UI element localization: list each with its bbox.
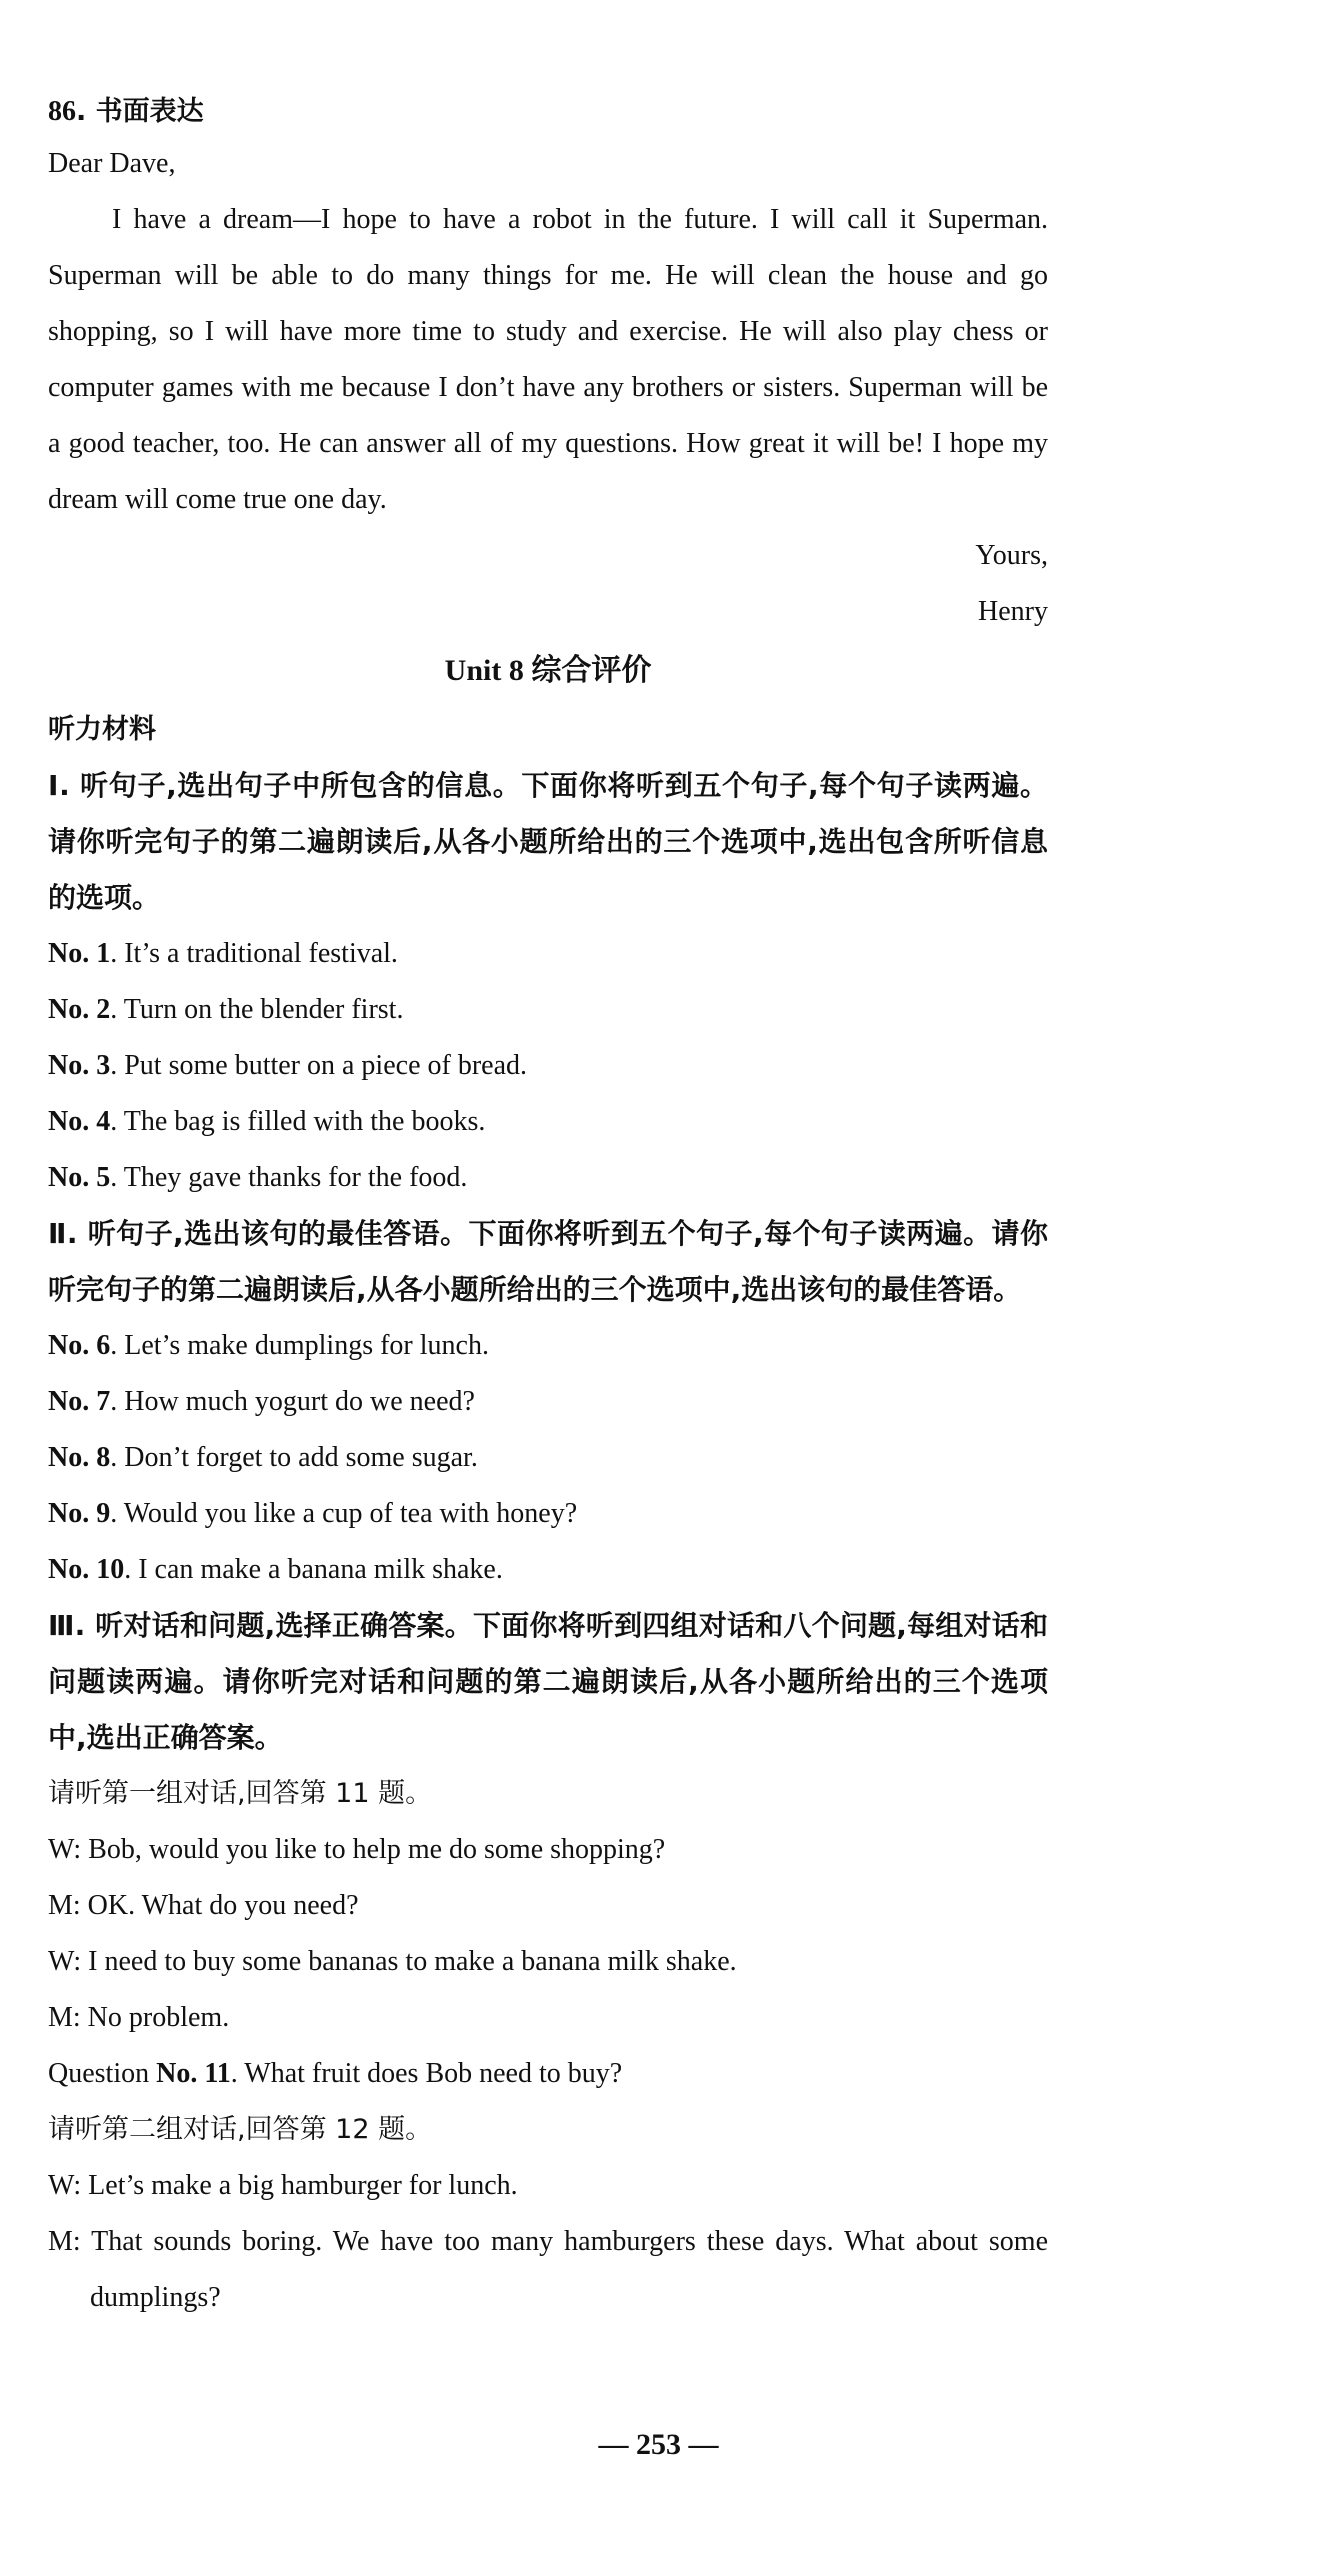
- item-text: . The bag is filled with the books.: [110, 1106, 486, 1137]
- question-number: No. 11: [156, 2058, 231, 2089]
- listening-item: [48, 1374, 1048, 1430]
- dialog-1-line: W: I need to buy some bananas to make a banana milk shake.: [48, 1946, 737, 1977]
- item-text: . Don’t forget to add some sugar.: [110, 1442, 478, 1473]
- listening-item: [48, 982, 1048, 1038]
- q86-title: . 书面表达: [76, 96, 204, 127]
- item-number: No. 9: [48, 1498, 111, 1529]
- letter-salutation: Dear Dave,: [48, 148, 176, 179]
- item-number: No. 10: [48, 1554, 125, 1585]
- section-2-title: Ⅱ. 听句子,选出该句的最佳答语。下面你将听到五个句子,每个句子读两遍。请你听完句子的第二遍朗读后,从各小题所给出的三个选项中,选出该句的最佳答语。: [48, 1217, 1048, 1306]
- dialog-1-line: M: OK. What do you need?: [48, 1890, 359, 1921]
- page-number: — 253 —: [598, 2428, 719, 2461]
- item-number: No. 8: [48, 1442, 111, 1473]
- listening-item: [48, 1542, 1048, 1598]
- q86-heading: [48, 88, 1048, 136]
- item-number: No. 7: [48, 1386, 111, 1417]
- letter-body: I have a dream—I hope to have a robot in the future. I will call it Superman. Superman will be able to do many things for me. He will clean the house and go shopping, so I will have more time to study and exercise. He will also play chess or computer games with me because I don’t have any brothers or sisters. Superman will be a good teacher, too. He can answer all of my questions. How great it will be! I hope my dream will come true one day.: [48, 204, 1048, 515]
- item-number: No. 4: [48, 1106, 111, 1137]
- dialog-1-line: W: Bob, would you like to help me do some shopping?: [48, 1834, 666, 1865]
- item-number: No. 3: [48, 1050, 111, 1081]
- section-3-title: Ⅲ. 听对话和问题,选择正确答案。下面你将听到四组对话和八个问题,每组对话和问题读两遍。请你听完对话和问题的第二遍朗读后,从各小题所给出的三个选项中,选出正确答案。: [48, 1609, 1048, 1754]
- item-text: . How much yogurt do we need?: [110, 1386, 475, 1417]
- item-text: . They gave thanks for the food.: [110, 1162, 468, 1193]
- item-number: No. 1: [48, 938, 111, 969]
- letter-closing: Yours,: [975, 540, 1048, 571]
- item-text: . Turn on the blender first.: [110, 994, 404, 1025]
- dialog-2-line: M: That sounds boring. We have too many hamburgers these days. What about some dumplings?: [48, 2226, 1048, 2313]
- q86-number: 86: [48, 96, 76, 127]
- item-text: . Let’s make dumplings for lunch.: [110, 1330, 489, 1361]
- item-number: No. 2: [48, 994, 111, 1025]
- item-text: . I can make a banana milk shake.: [124, 1554, 503, 1585]
- question-prefix: Question: [48, 2058, 157, 2089]
- item-text: . Put some butter on a piece of bread.: [110, 1050, 527, 1081]
- page-content: [48, 88, 1048, 2326]
- dialog-1-question: [48, 2046, 1048, 2102]
- item-text: . Would you like a cup of tea with honey?: [110, 1498, 578, 1529]
- listening-item: [48, 926, 1048, 982]
- listening-item: [48, 1038, 1048, 1094]
- section-1-title: Ⅰ. 听句子,选出句子中所包含的信息。下面你将听到五个句子,每个句子读两遍。请你听完句子的第二遍朗读后,从各小题所给出的三个选项中,选出包含所听信息的选项。: [48, 769, 1048, 914]
- question-text: . What fruit does Bob need to buy?: [230, 2058, 623, 2089]
- letter-signature: Henry: [978, 596, 1048, 627]
- dialog-2-intro: 请听第二组对话,回答第 12 题。: [48, 2114, 433, 2145]
- listening-item: [48, 1486, 1048, 1542]
- listening-label: 听力材料: [48, 714, 156, 745]
- unit-title: [48, 640, 1048, 702]
- dialog-1-line: M: No problem.: [48, 2002, 230, 2033]
- listening-item: [48, 1430, 1048, 1486]
- listening-item: [48, 1094, 1048, 1150]
- dialog-1-intro: 请听第一组对话,回答第 11 题。: [48, 1778, 433, 1809]
- items-group-2: [48, 1318, 1048, 1598]
- items-group-1: [48, 926, 1048, 1206]
- item-number: No. 5: [48, 1162, 111, 1193]
- listening-item: [48, 1318, 1048, 1374]
- unit-title-text: Unit 8 综合评价: [444, 654, 652, 687]
- listening-item: [48, 1150, 1048, 1206]
- item-text: . It’s a traditional festival.: [110, 938, 398, 969]
- dialog-2-line: W: Let’s make a big hamburger for lunch.: [48, 2170, 518, 2201]
- item-number: No. 6: [48, 1330, 111, 1361]
